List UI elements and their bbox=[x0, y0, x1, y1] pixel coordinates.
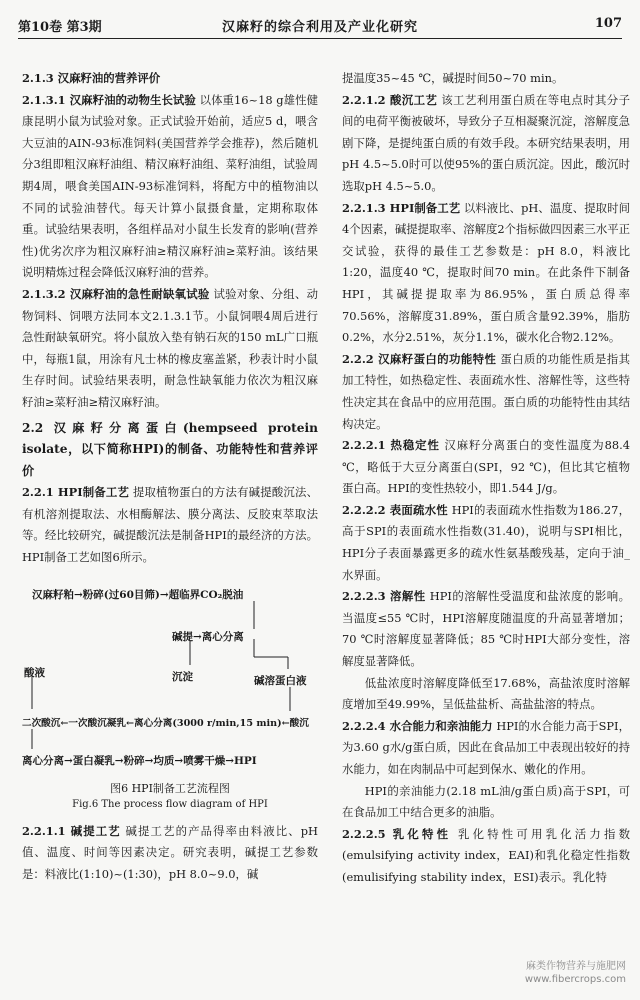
section-heading-2-1-3: 2.1.3 汉麻籽油的营养评价 bbox=[22, 71, 161, 85]
paragraph-2-2-2-5 bbox=[342, 824, 630, 889]
section-heading-2-2-2: 2.2.2 汉麻籽蛋白的功能特性 bbox=[342, 351, 497, 366]
watermark-site-name: 麻类作物营养与施肥网 bbox=[526, 961, 626, 972]
section-heading-2-2-2-5: 2.2.2.5 乳化特性 bbox=[342, 826, 452, 841]
paragraph-2-1-3-2 bbox=[22, 284, 318, 414]
figure-caption-cn: 图6 HPI制备工艺流程图 bbox=[110, 781, 230, 795]
paragraph-2-1-3-2-body: 试验对象、分组、动物饲料、饲喂方法同本文2.1.3.1节。小鼠饲喂4周后进行急性耐缺氧研究。将小鼠放入垫有钠石灰的150 mL广口瓶中，每瓶1鼠，用涂有凡士林的橡皮塞盖紧，秒表计时小鼠生存时间。试验结果表明，耐急性缺氧能力依次为粗汉麻籽油≥菜籽油≥精汉麻籽油。 bbox=[22, 286, 318, 409]
section-heading-2-2-1: 2.2.1 HPI制备工艺 bbox=[22, 485, 130, 500]
site-watermark bbox=[525, 960, 626, 986]
paragraph-2-2-2-3 bbox=[342, 586, 630, 672]
flow-step-sediment: 沉淀 bbox=[172, 670, 193, 683]
paragraph-2-2-2-2-body: HPI的表面疏水性指数为186.27，高于SPI的表面疏水性指数(31.40)，说明与SPI相比，HPI分子表面暴露更多的疏水性氨基酸残基，定向于油_水界面。 bbox=[342, 502, 630, 582]
right-column bbox=[342, 68, 630, 889]
flow-step-acid-precipitation: 二次酸沉←一次酸沉凝乳←离心分离(3000 r/min,15 min)←酸沉 bbox=[22, 717, 309, 729]
section-heading-2-2-2-2: 2.2.2.2 表面疏水性 bbox=[342, 502, 448, 517]
flow-step-supernatant: 碱溶蛋白液 bbox=[254, 674, 307, 687]
paragraph-2-2-2-3-body: HPI的溶解性受温度和盐浓度的影响。当温度≤55 ℃时，HPI溶解度随温度的升高显著增加；70 ℃时溶解度显著降低；85 ℃时HPI大部分变性，溶解度显著降低。 bbox=[342, 589, 630, 669]
paragraph-2-2-1-3 bbox=[342, 198, 630, 349]
section-heading-2-2-1-3: 2.2.1.3 HPI制备工艺 bbox=[342, 200, 461, 215]
paragraph-2-2-2-2 bbox=[342, 500, 630, 586]
paragraph-2-2-2-1 bbox=[342, 435, 630, 500]
flow-step-acid: 酸液 bbox=[24, 666, 45, 679]
paragraph-2-2-1-1-continued: 提温度35~45 ℃，碱提时间50~70 min。 bbox=[342, 71, 564, 85]
paragraph-2-2-2-4 bbox=[342, 716, 630, 781]
section-heading-2-2-1-2: 2.2.1.2 酸沉工艺 bbox=[342, 92, 438, 107]
paragraph-2-2-2-body: 蛋白质的功能性质是指其加工特性，如热稳定性、表面疏水性、溶解性等，这些特性决定其在食品中的应用范围。蛋白质的功能特性由其结构决定。 bbox=[342, 351, 630, 431]
paragraph-2-2-2-1-body: 汉麻籽分离蛋白的变性温度为88.4 ℃，略低于大豆分离蛋白(SPI，92 ℃)，但比其它植物蛋白高。HPI的变性热较小，即1.544 J/g。 bbox=[342, 438, 630, 496]
figure-caption-en: Fig.6 The process flow diagram of HPI bbox=[72, 798, 268, 810]
paragraph-2-2-2-5-body: 乳化特性可用乳化活力指数(emulsifying activity index，EAI)和乳化稳定性指数(emulisifying stability index，ESI)表示。乳化特 bbox=[342, 826, 630, 884]
paragraph-2-2-1-2-body: 该工艺利用蛋白质在等电点时其分子间的电荷平衡被破坏，导致分子互相凝聚沉淀，溶解度急剧下降，是提纯蛋白质的有效手段。本研究结果表明，用pH 4.5~5.0时可以使95%的蛋白质沉淀。因此，酸沉时选取pH 4.5~5.0。 bbox=[342, 92, 630, 193]
article-title: 汉麻籽的综合利用及产业化研究 bbox=[221, 20, 418, 35]
section-heading-2-2: 2.2 汉麻籽分离蛋白(hempseed protein isolate，以下简称HPI)的制备、功能特性和营养评价 bbox=[22, 420, 318, 478]
paragraph-2-2-2-4-oil: HPI的亲油能力(2.18 mL油/g蛋白质)高于SPI，可在食品加工中结合更多的油脂。 bbox=[342, 783, 630, 820]
section-heading-2-2-2-3: 2.2.2.3 溶解性 bbox=[342, 589, 426, 604]
section-heading-2-2-1-1: 2.2.1.1 碱提工艺 bbox=[22, 823, 121, 838]
paragraph-2-2-2-3-salt: 低盐浓度时溶解度降低至17.68%，高盐浓度时溶解度增加至49.99%，呈低盐盐析、高盐盐溶的特点。 bbox=[342, 675, 630, 712]
watermark-url: www.fibercrops.com bbox=[524, 974, 626, 985]
flow-step-raw-meal: 汉麻籽粕→粉碎(过60目筛)→超临界CO₂脱油 bbox=[32, 588, 244, 601]
page-number: 107 bbox=[594, 16, 622, 31]
flow-step-alkali-extraction: 碱提→离心分离 bbox=[172, 630, 244, 643]
paragraph-2-2-1 bbox=[22, 482, 318, 568]
paragraph-2-2-2 bbox=[342, 349, 630, 435]
paragraph-2-1-3-1-body: 以体重16~18 g雄性健康昆明小鼠为试验对象。正式试验开始前，适应5 d，喂含大豆油的AIN-93标准饲料(美国营养学会推荐)，然后随机分3组即粗汉麻籽油组、精汉麻籽油组、菜籽油组，试验周期4周，喂食美国AIN-93标准饲料，将配方中的植物油以不同的试验油替代。每天计算小鼠摄食量，定期称取体重。试验结果表明，各组样品对小鼠生长发育的影响(营养性)优劣次序为粗汉麻籽油≥精汉麻籽油≥菜籽油。该结果说明精炼过程会降低汉麻籽油的营养。 bbox=[22, 92, 318, 280]
paragraph-2-2-1-2 bbox=[342, 90, 630, 198]
paragraph-2-2-2-4-body: HPI的水合能力高于SPI，为3.60 g水/g蛋白质，因此在食品加工中表现出较好的持水能力，如在肉制品中可起到保水、嫩化的作用。 bbox=[342, 718, 630, 776]
section-heading-2-2-2-4: 2.2.2.4 水合能力和亲油能力 bbox=[342, 718, 493, 733]
journal-volume: 第10卷 第3期 bbox=[18, 20, 102, 35]
section-heading-2-1-3-1: 2.1.3.1 汉麻籽油的动物生长试验 bbox=[22, 92, 196, 107]
left-column bbox=[22, 68, 318, 885]
section-heading-2-2-2-1: 2.2.2.1 热稳定性 bbox=[342, 438, 440, 453]
process-flow-diagram bbox=[22, 579, 318, 779]
section-heading-2-1-3-2: 2.1.3.2 汉麻籽油的急性耐缺氧试验 bbox=[22, 286, 210, 301]
paragraph-2-2-1-3-body: 以料液比、pH、温度、提取时间4个因素，碱提提取率、溶解度2个指标做四因素三水平正交试验，获得的最佳工艺参数是：pH 8.0，料液比1:20，温度40 ℃，提取时间70 min。在此条件下制备HPI，其碱提提取率为86.95%，蛋白质总得率70.56%，溶解度31.89%，蛋白质含量92.39%，脂肪0.2%，水分2.51%，灰分1.1%，碳水化合物2.12%。 bbox=[342, 200, 630, 345]
paragraph-2-2-1-1-body: 碱提工艺的产品得率由料液比、pH值、温度、时间等因素决定。研究表明，碱提工艺参数是：料液比(1:10)~(1:30)，pH 8.0~9.0，碱 bbox=[22, 823, 318, 881]
paragraph-2-2-1-1 bbox=[22, 821, 318, 886]
flow-step-drying: 离心分离→蛋白凝乳→粉碎→均质→喷雾干燥→HPI bbox=[22, 754, 257, 767]
paragraph-2-1-3-1 bbox=[22, 90, 318, 284]
running-header bbox=[18, 14, 622, 39]
paragraph-2-2-1-body: 提取植物蛋白的方法有碱提酸沉法、有机溶剂提取法、水相酶解法、膜分离法、反胶束萃取法等。经比较研究，碱提酸沉法是制备HPI的最经济的方法。HPI制备工艺如图6所示。 bbox=[22, 485, 318, 565]
